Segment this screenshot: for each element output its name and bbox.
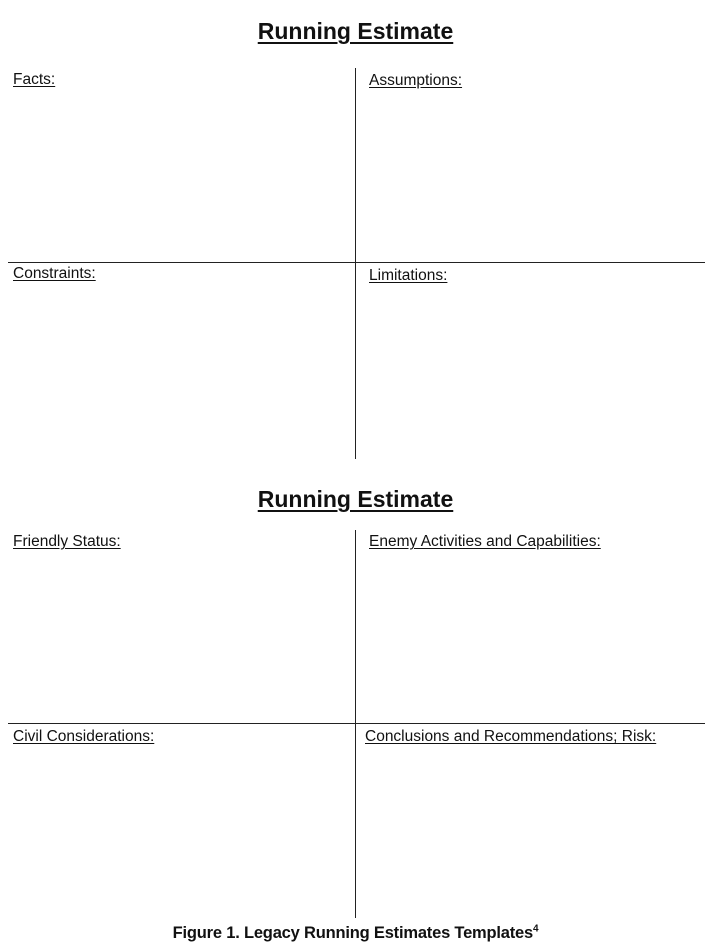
template-top-vertical-divider [355,68,356,459]
figure-caption [0,923,711,943]
conclusions-recommendations-label: Conclusions and Recommendations; Risk: [365,728,657,745]
template-bottom-horizontal-divider [8,723,705,724]
template-bottom-title: Running Estimate [257,486,454,512]
template-top-horizontal-divider [8,262,705,263]
footnote-marker: 4 [533,923,539,935]
template-bottom-vertical-divider [355,530,356,918]
civil-considerations-label: Civil Considerations: [13,728,155,745]
enemy-activities-label: Enemy Activities and Capabilities: [369,533,601,550]
figure-caption-text: Figure 1. Legacy Running Estimates Templates [172,924,534,942]
template-top-title: Running Estimate [257,18,454,44]
friendly-status-label: Friendly Status: [13,533,121,550]
constraints-label: Constraints: [13,265,96,282]
facts-label: Facts: [13,71,56,88]
assumptions-label: Assumptions: [369,72,463,89]
limitations-label: Limitations: [369,267,448,284]
